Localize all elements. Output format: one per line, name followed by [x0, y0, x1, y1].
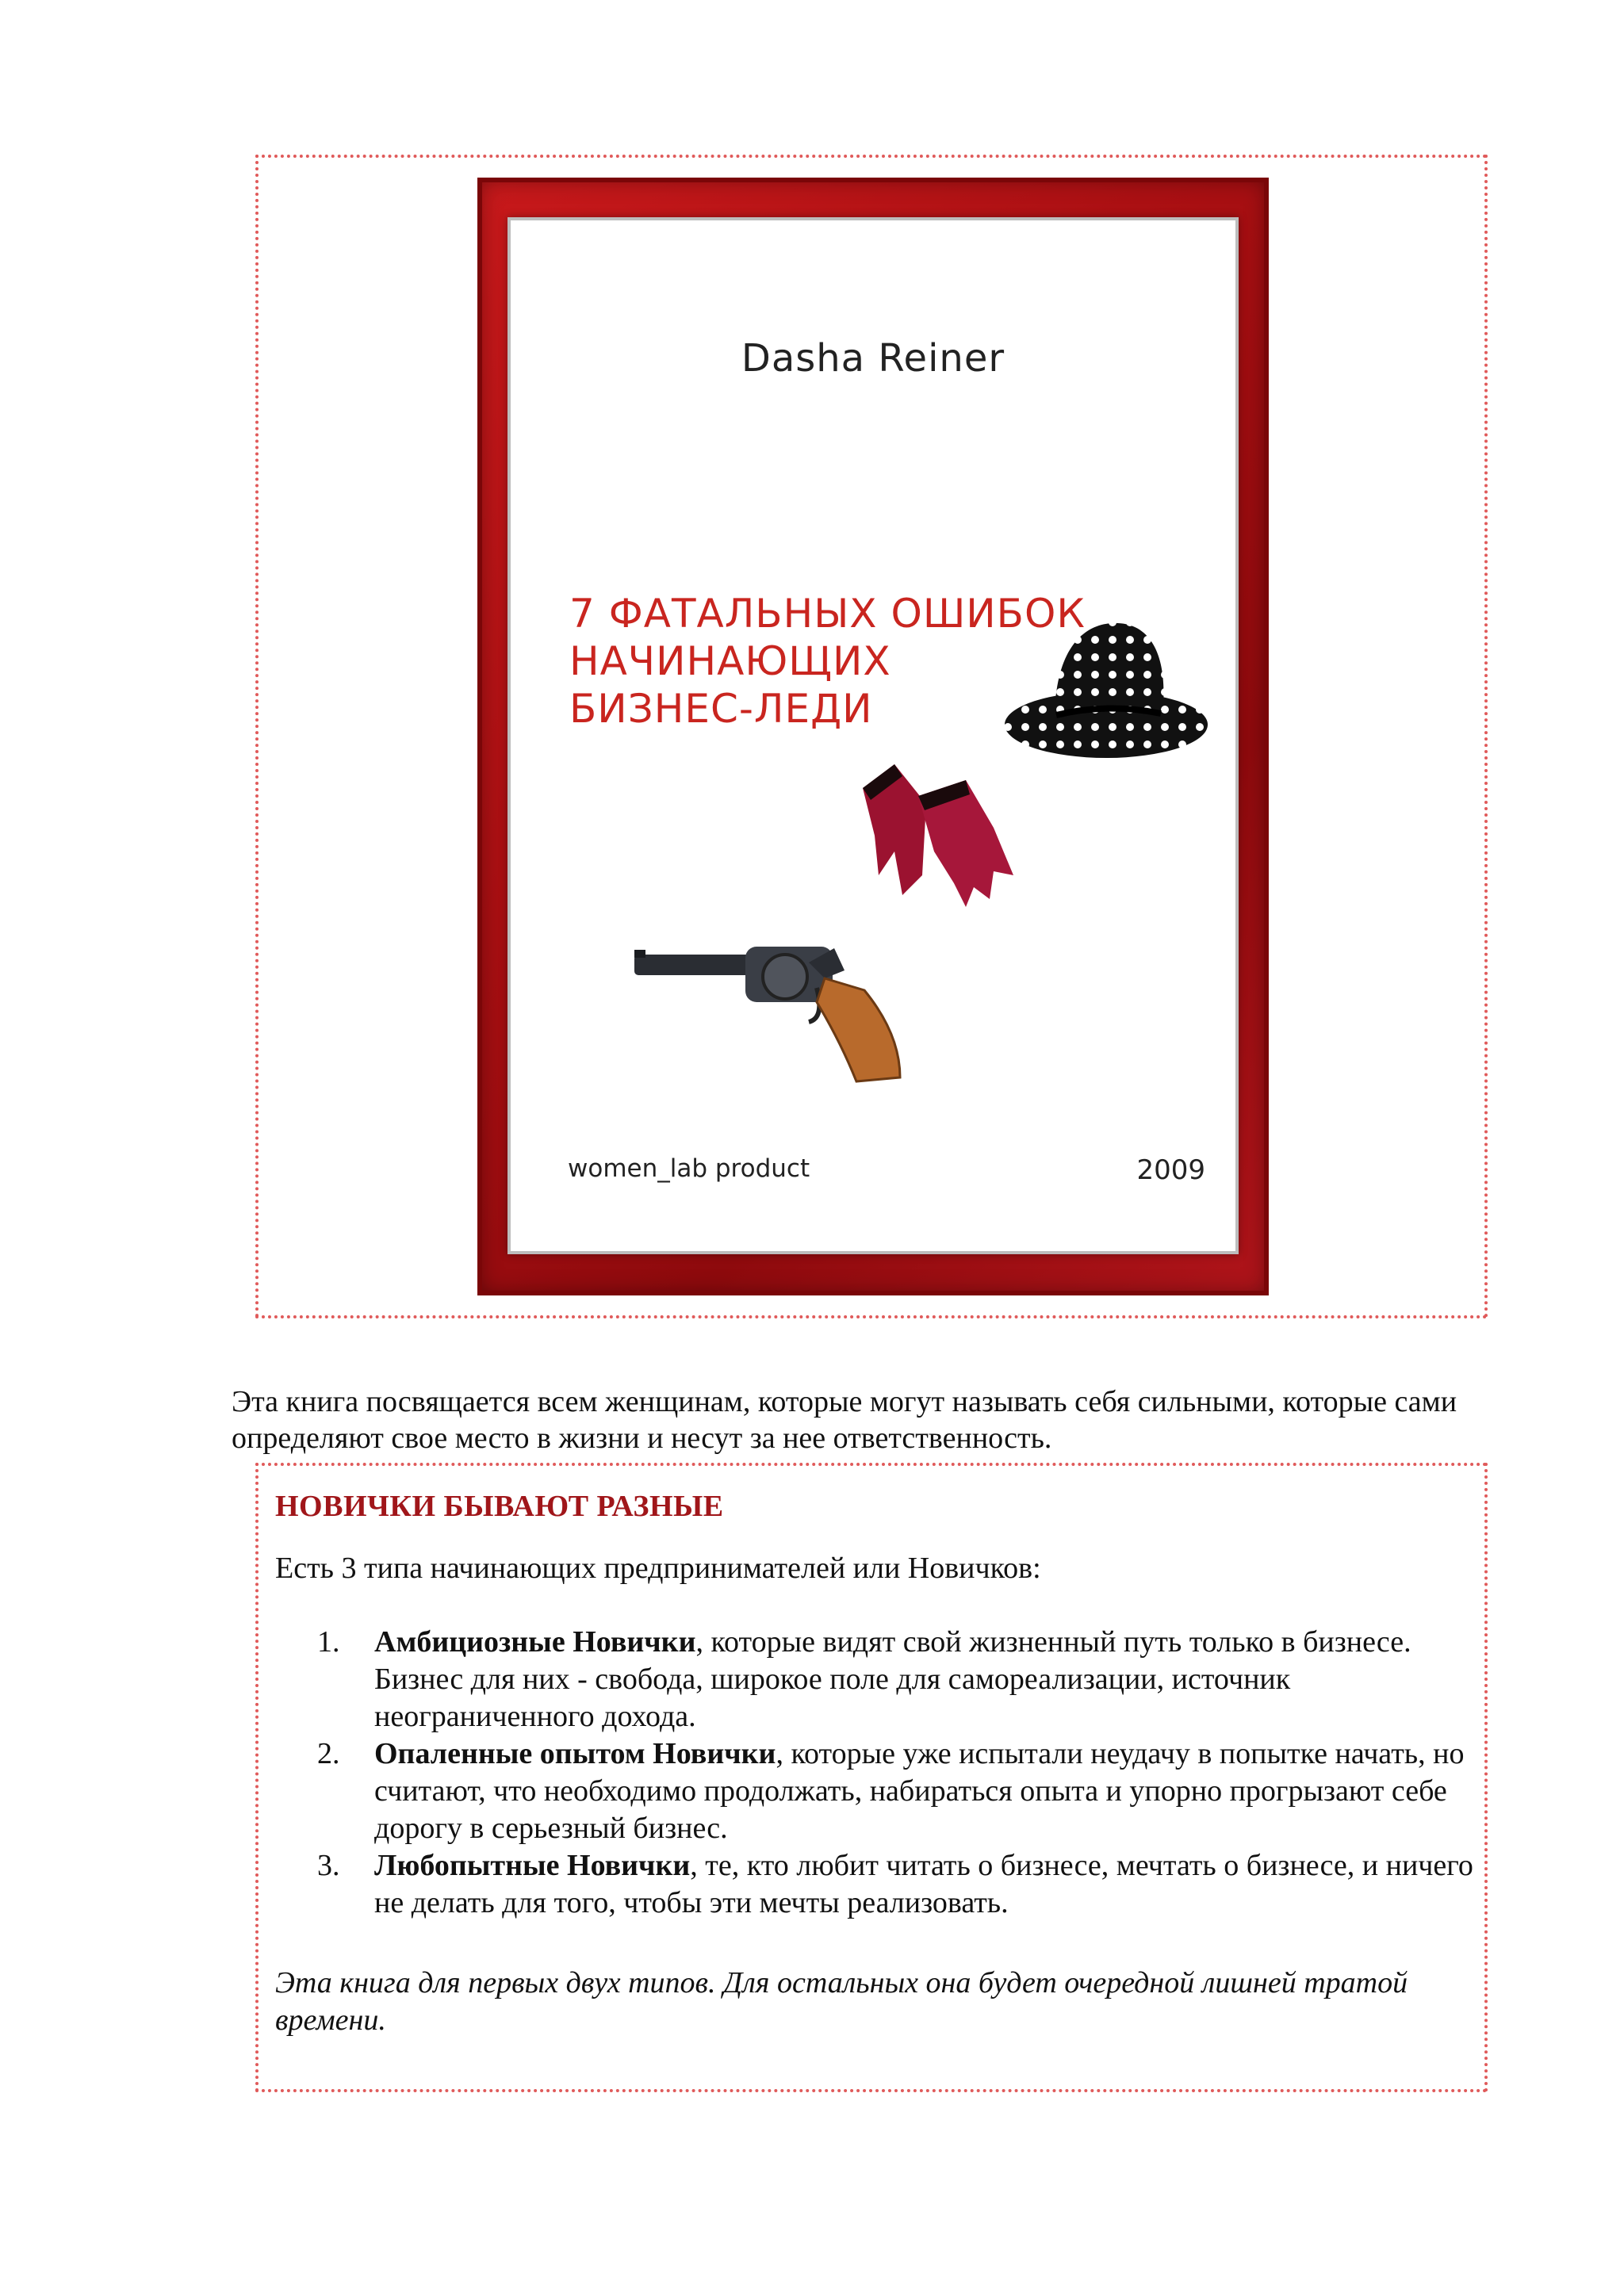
- list-item: [317, 1624, 1475, 1735]
- novice-types-list: [317, 1624, 1475, 1922]
- dedication-paragraph: Эта книга посвящается всем женщинам, которые могут называть себя сильными, которые сами определяют свое место в жизни и несут за нее ответственность.: [232, 1385, 1457, 1455]
- list-item-text: , которые видят свой жизненный путь только в бизнесе. Бизнес для них - свобода, широкое поле для самореализации, источник неограниченного дохода.: [374, 1625, 1411, 1733]
- closing-note: Эта книга для первых двух типов. Для остальных она будет очередной лишней тратой времени.: [275, 1966, 1408, 2037]
- list-item-term: Любопытные Новички: [374, 1849, 691, 1882]
- book-cover: [477, 178, 1269, 1295]
- list-item: [317, 1847, 1475, 1922]
- red-gloves-icon: [847, 756, 1029, 915]
- list-item-text: , те, кто любит читать о бизнесе, мечтать о бизнесе, и ничего не делать для того, чтобы эти мечты реализовать.: [374, 1849, 1473, 1919]
- section-intro: Есть 3 типа начинающих предпринимателей или Новичков:: [275, 1552, 1041, 1585]
- list-item-term: Амбициозные Новички: [374, 1625, 696, 1659]
- section-title: НОВИЧКИ БЫВАЮТ РАЗНЫЕ: [275, 1490, 724, 1523]
- list-item-number: 3.: [317, 1849, 340, 1882]
- list-item-number: 2.: [317, 1737, 340, 1770]
- cover-title: 7 ФАТАЛЬНЫХ ОШИБОК НАЧИНАЮЩИХ БИЗНЕС-ЛЕДИ: [569, 591, 1086, 732]
- cover-author: Dasha Reiner: [741, 336, 1005, 381]
- cover-publisher: women_lab product: [568, 1154, 810, 1183]
- list-item-term: Опаленные опытом Новички: [374, 1737, 776, 1770]
- list-item-number: 1.: [317, 1625, 340, 1659]
- cover-year: 2009: [1136, 1154, 1205, 1186]
- polka-dot-hat-icon: [999, 614, 1213, 764]
- list-item: [317, 1735, 1475, 1847]
- book-cover-page: [508, 217, 1239, 1254]
- list-item-text: , которые уже испытали неудачу в попытке начать, но считают, что необходимо продолжать, набираться опыта и упорно прогрызают себе дорогу в серьезный бизнес.: [374, 1737, 1465, 1845]
- revolver-icon: [626, 915, 920, 1089]
